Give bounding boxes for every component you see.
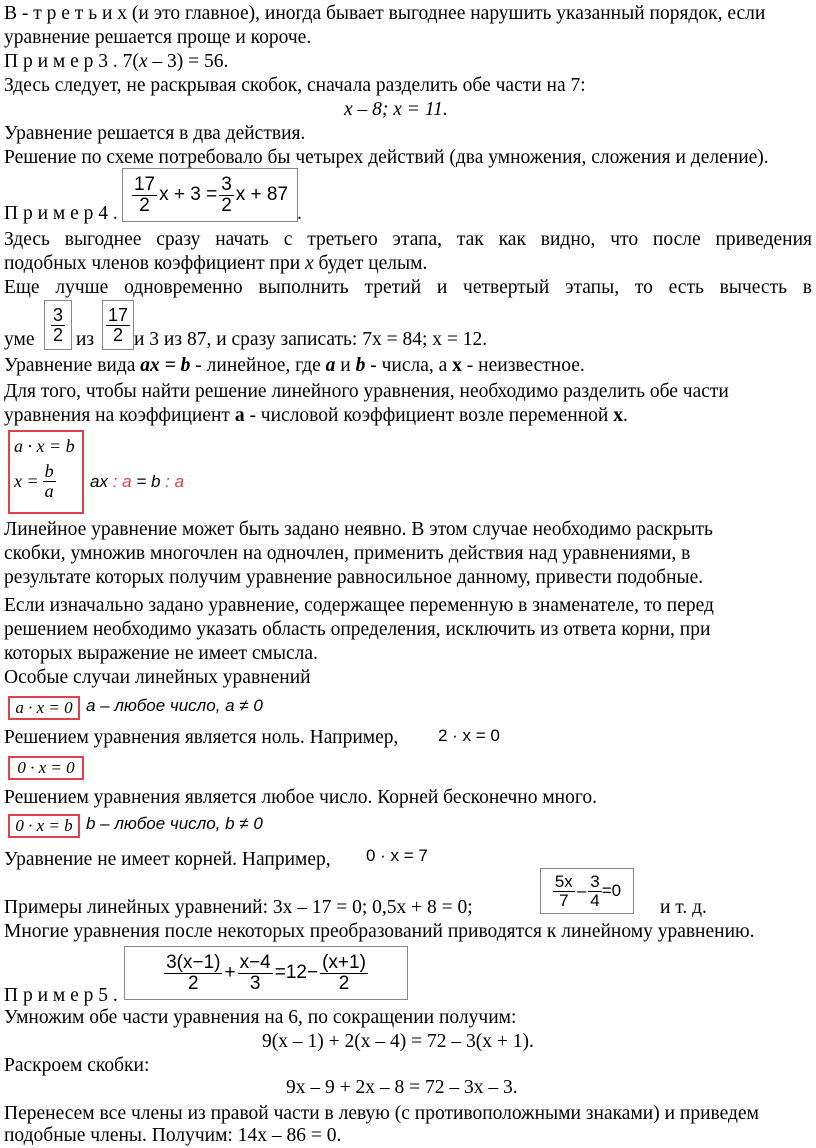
- line-text: - линейное, где: [190, 355, 326, 376]
- denominator: 2: [187, 972, 199, 994]
- line-text: П р и м е р 3 . 7(: [4, 51, 139, 72]
- line-text: будет целым.: [313, 253, 428, 274]
- text-fragment: уме: [4, 329, 35, 350]
- formula-text-red: : a: [107, 472, 132, 491]
- numerator: 3(x−1): [166, 951, 221, 973]
- text-line: Уравнение не имеет корней. Например,: [4, 849, 331, 870]
- fraction: [51, 306, 65, 345]
- text-line: скобки, умножив многочлен на одночлен, применить действия над уравнениями, в: [4, 543, 691, 564]
- case1-formula-box: a · x = 0: [8, 696, 80, 720]
- text-line: Решением уравнения является ноль. Например,: [4, 727, 399, 748]
- fraction: [588, 873, 601, 910]
- numerator: 17: [107, 304, 129, 325]
- example-4-heading: П р и м е р 4 .: [4, 203, 118, 224]
- var-x: x: [452, 355, 462, 376]
- text-line: [4, 2, 765, 26]
- denominator: 3: [249, 972, 261, 994]
- formula-text: =0: [601, 881, 622, 900]
- line-text: Уравнение вида: [4, 355, 141, 376]
- line-text: - числа, а: [365, 355, 453, 376]
- fraction: [238, 953, 273, 994]
- fraction: [164, 953, 222, 994]
- text-line: Для того, чтобы найти решение линейного уравнения, необходимо разделить обе части: [4, 381, 729, 402]
- line-text: – 3) = 56.: [147, 51, 229, 72]
- formula-text: = b: [131, 472, 161, 491]
- denominator: 2: [52, 324, 63, 345]
- var-a: a: [325, 355, 336, 376]
- var-b: b: [355, 355, 366, 376]
- fraction: [219, 175, 234, 216]
- line-text: уравнения на коэффициент: [4, 405, 235, 426]
- text-line: которых выражение не имеет смысла.: [4, 643, 318, 664]
- text-line: [4, 252, 427, 276]
- case3-condition: b – любое число, b ≠ 0: [86, 814, 263, 833]
- numerator: 17: [133, 173, 156, 195]
- equation-line: 9(x – 1) + 2(x – 4) = 72 – 3(x + 1).: [262, 1031, 534, 1052]
- numerator: x−4: [239, 951, 271, 973]
- text-line: Уравнение решается в два действия.: [4, 123, 306, 144]
- formula-text: x =: [14, 470, 39, 491]
- text-line: [4, 404, 628, 428]
- line-text: .: [622, 405, 628, 426]
- case3-formula-box: 0 · x = b: [8, 814, 80, 838]
- spaced-word: В - т р е т ь и х: [4, 3, 128, 24]
- line-text: подобных членов коэффициент при: [4, 253, 306, 274]
- denominator: 2: [112, 324, 123, 345]
- text-line: уравнение решается проще и короче.: [4, 27, 312, 48]
- var-x: x: [613, 405, 623, 426]
- denominator: 2: [338, 972, 350, 994]
- text-line: Еще лучше одновременно выполнить третий и четвертый этапы, то есть вычесть в: [4, 277, 812, 298]
- denominator: 4: [590, 890, 600, 910]
- var-a: a: [234, 405, 245, 426]
- denominator: 2: [139, 194, 150, 216]
- equation-line: x – 8; x = 11.: [344, 99, 448, 120]
- period: .: [297, 203, 302, 224]
- numerator: 3: [221, 173, 232, 195]
- formula-text: –: [576, 881, 587, 900]
- example-2x-formula: 2 · x = 0: [438, 726, 500, 745]
- numerator: b: [44, 461, 54, 481]
- numerator: 3: [590, 871, 600, 891]
- text-line: Примеры линейных уравнений: 3x – 17 = 0; 0,5x + 8 = 0;: [4, 897, 473, 918]
- formula-text: x + 3 =: [159, 184, 218, 205]
- text-line: Если изначально задано уравнение, содержащее переменную в знаменателе, то перед: [4, 595, 714, 616]
- text-line: Решение по схеме потребовало бы четырех действий (два умножения, сложения и деление).: [4, 147, 769, 168]
- fraction: [132, 175, 157, 216]
- fraction: [43, 462, 56, 501]
- var-x: x: [138, 51, 148, 72]
- example-4-formula: [122, 168, 298, 222]
- fraction: [106, 306, 130, 345]
- text-line: Перенесем все члены из правой части в левую (с противоположными знаками) и приведем: [4, 1103, 759, 1124]
- formula-text: x + 87: [235, 184, 289, 205]
- denominator: 7: [559, 890, 569, 910]
- example-5-heading: П р и м е р 5 .: [4, 985, 118, 1006]
- example-5-formula: [124, 946, 408, 1000]
- equation-ax-b: ax = b: [140, 355, 191, 376]
- line-text: - числовой коэффициент возле переменной: [244, 405, 614, 426]
- equation-line: 9x – 9 + 2x – 8 = 72 – 3x – 3.: [286, 1077, 518, 1098]
- text-fragment: и т. д.: [660, 897, 707, 918]
- text-line: результате которых получим уравнение равносильное данному, привести подобные.: [4, 567, 704, 588]
- numerator: 5x: [554, 871, 573, 891]
- text-line: Здесь выгоднее сразу начать с третьего этапа, так как видно, что после приведения: [4, 229, 812, 250]
- example-fraction-formula: [540, 868, 634, 914]
- text-line: [4, 354, 585, 378]
- case1-condition: a – любое число, a ≠ 0: [86, 696, 263, 715]
- denominator: 2: [221, 194, 232, 216]
- text-line: Линейное уравнение может быть задано неявно. В этом случае необходимо раскрыть: [4, 519, 713, 540]
- text-line: решением необходимо указать область определения, исключить из ответа корни, при: [4, 619, 711, 640]
- text-fragment: и 3 из 87, и сразу записать: 7x = 84; x = 12.: [134, 329, 488, 350]
- var-x: x: [305, 253, 314, 274]
- text-line: Здесь следует, не раскрывая скобок, сначала разделить обе части на 7:: [4, 75, 586, 96]
- example-3-heading: [4, 50, 228, 74]
- formula-row: [14, 462, 56, 501]
- formula-text: +: [224, 962, 236, 983]
- formula-text-red: : a: [160, 472, 185, 491]
- numerator: (x+1): [322, 951, 366, 973]
- fraction: [320, 953, 368, 994]
- linear-solution-box: [8, 430, 84, 514]
- fraction-3-2-image: [44, 300, 72, 350]
- text-line: Решением уравнения является любое число. Корней бесконечно много.: [4, 787, 597, 808]
- line-text: (и это главное), иногда бывает выгоднее нарушить указанный порядок, если: [127, 3, 766, 24]
- formula-text: a · x = b: [14, 436, 75, 456]
- section-heading: Особые случаи линейных уравнений: [4, 667, 311, 688]
- line-text: и: [335, 355, 356, 376]
- numerator: 3: [52, 304, 63, 325]
- text-fragment: из: [76, 329, 95, 350]
- division-formula: [90, 470, 184, 494]
- text-line: Раскроем скобки:: [4, 1055, 150, 1076]
- text-line: Умножим обе части уравнения на 6, по сокращении получим:: [4, 1007, 517, 1028]
- formula-text: =12−: [274, 962, 319, 983]
- denominator: a: [44, 480, 54, 501]
- text-line: подобные члены. Получим: 14x – 86 = 0.: [4, 1125, 342, 1146]
- case2-formula-box: 0 · x = 0: [8, 756, 84, 780]
- fraction-17-2-image: [102, 300, 134, 350]
- line-text: - неизвестное.: [461, 355, 585, 376]
- formula-text: ax: [90, 472, 108, 491]
- example-0x7-formula: 0 · x = 7: [366, 846, 428, 865]
- text-line: Многие уравнения после некоторых преобразований приводятся к линейному уравнению.: [4, 921, 755, 942]
- fraction: [553, 873, 575, 910]
